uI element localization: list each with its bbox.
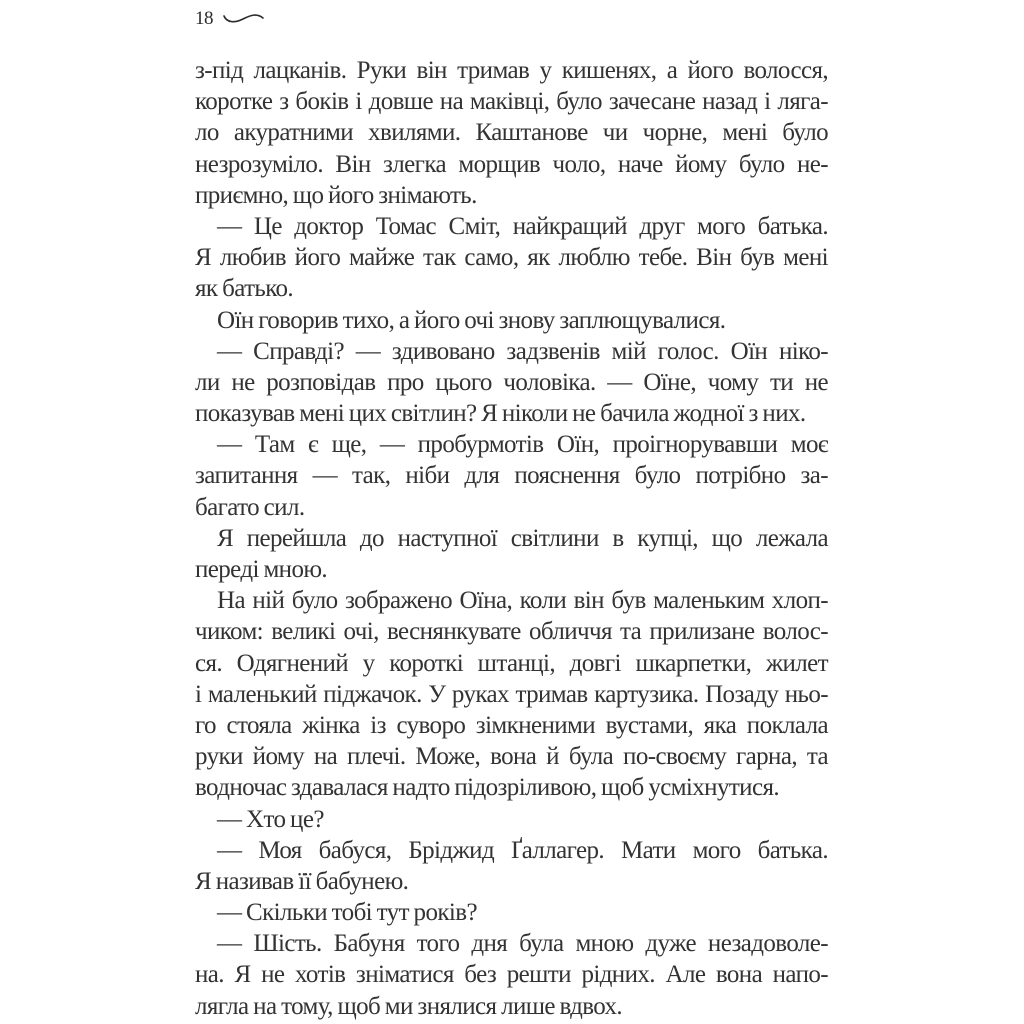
text-line: ся. Одягнений у короткі штанці, довгі шкарпетки, жилет xyxy=(195,649,828,677)
text-line: коротке з боків і довше на маківці, було зачесане назад і ляга- xyxy=(195,88,828,116)
text-line: ли не розповідав про цього чоловіка. — Оїне, чому ти не xyxy=(195,368,828,396)
text-line: приємно, що його знімають. xyxy=(195,181,477,209)
text-line: — Справді? — здивовано задзвенів мій голос. Оїн ніко- xyxy=(217,337,828,365)
text-line: — Хто це? xyxy=(217,805,324,833)
text-line: і маленький піджачок. У руках тримав картузика. Позаду ньо- xyxy=(195,680,828,708)
text-line: — Моя бабуся, Бріджид Ґаллагер. Мати мого батька. xyxy=(217,836,828,864)
text-line: водночас здавалася надто підозріливою, щоб усміхнутися. xyxy=(195,774,780,802)
text-line: — Це доктор Томас Сміт, найкращий друг мого батька. xyxy=(217,212,828,240)
text-line: як батько. xyxy=(195,275,294,303)
text-line: лягла на тому, щоб ми знялися лише вдвох. xyxy=(195,992,623,1020)
text-line: Я називав її бабунею. xyxy=(195,867,409,895)
text-line: незрозуміло. Він злегка морщив чоло, наче йому було не- xyxy=(195,150,828,178)
text-line: показував мені цих світлин? Я ніколи не бачила жодної з них. xyxy=(195,400,806,428)
text-line: переді мною. xyxy=(195,556,328,583)
text-line: чиком: великі очі, веснянкувате обличчя та прилизане волос- xyxy=(195,618,828,646)
text-line: Оїн говорив тихо, а його очі знову заплющувалися. xyxy=(217,306,726,334)
text-line: На ній було зображено Оїна, коли він був маленьким хлоп- xyxy=(217,587,828,615)
text-line: ло акуратними хвилями. Каштанове чи чорне, мені було xyxy=(195,119,828,147)
text-line: Я любив його майже так само, як люблю тебе. Він був мені xyxy=(195,244,828,272)
text-line: Я перейшла до наступної світлини в купці, що лежала xyxy=(217,524,828,552)
text-line: на. Я не хотів зніматися без решти рідних. Але вона напо- xyxy=(195,961,828,989)
text-line: багато сил. xyxy=(195,493,305,521)
running-header xyxy=(195,6,265,32)
text-line: го стояла жінка із суворо зімкненими вустами, яка поклала xyxy=(195,711,828,739)
body-text xyxy=(195,55,828,1022)
text-line: — Шість. Бабуня того дня була мною дуже незадоволе- xyxy=(217,930,828,958)
text-line: руки йому на плечі. Може, вона й була по-своєму гарна, та xyxy=(195,743,828,771)
text-line: з-під лацканів. Руки він тримав у кишенях, а його волосся, xyxy=(195,57,828,84)
text-line: запитання — так, ніби для пояснення було потрібно за- xyxy=(195,462,828,490)
swash-ornament-icon xyxy=(223,12,265,26)
text-line: — Скільки тобі тут років? xyxy=(217,899,477,927)
page-number: 18 xyxy=(195,8,213,29)
text-line: — Там є ще, — пробурмотів Оїн, проігнорувавши моє xyxy=(217,431,828,459)
